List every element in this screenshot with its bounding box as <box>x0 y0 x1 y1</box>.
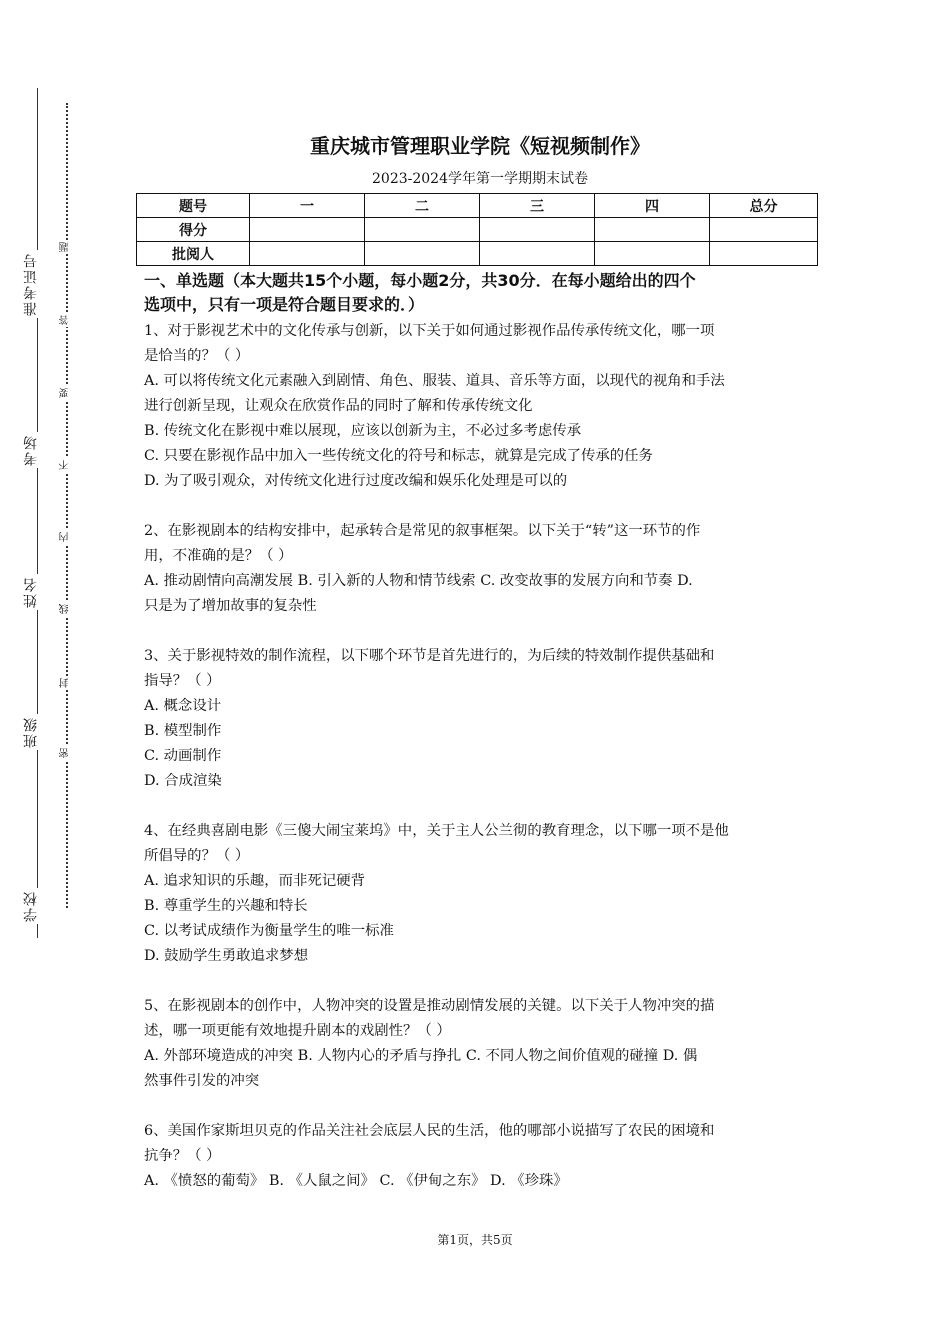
option-c: C. 以考试成绩作为衡量学生的唯一标准 <box>144 923 394 939</box>
question-stem: 2、在影视剧本的结构安排中，起承转合是常见的叙事框架。以下关于“转”这一环节的作 <box>144 523 701 539</box>
class-label: 班级 <box>23 716 39 748</box>
option-a-continued: 进行创新呈现，让观众在欣赏作品的同时了解和传承传统文化 <box>144 398 533 414</box>
table-cell: 四 <box>595 194 710 218</box>
name-label: 姓名 <box>23 576 39 608</box>
score-input-cell <box>710 218 818 242</box>
question-stem: 1、对于影视艺术中的文化传承与创新，以下关于如何通过影视作品传承传统文化，哪一项 <box>144 323 715 339</box>
reviewer-input-cell <box>595 242 710 266</box>
options-line: A. 推动剧情向高潮发展 B. 引入新的人物和情节线索 C. 改变故事的发展方向和节奏 D. <box>144 573 693 589</box>
table-cell: 题号 <box>137 194 250 218</box>
question-stem: 抗争？（ ） <box>144 1148 221 1164</box>
score-table-header-row <box>137 194 818 218</box>
table-cell: 总分 <box>710 194 818 218</box>
exam-room-label: 考场 <box>23 434 39 466</box>
score-input-cell <box>595 218 710 242</box>
option-a: A. 可以将传统文化元素融入到剧情、角色、服装、道具、音乐等方面，以现代的视角和手法 <box>144 373 725 389</box>
binding-margin <box>0 0 110 1344</box>
option-a: A. 追求知识的乐趣，而非死记硬背 <box>144 873 366 889</box>
question-stem: 4、在经典喜剧电影《三傻大闹宝莱坞》中，关于主人公兰彻的教育理念，以下哪一项不是他 <box>144 823 729 839</box>
question-stem: 是恰当的？（ ） <box>144 348 250 364</box>
reviewer-input-cell <box>250 242 365 266</box>
question-stem: 6、美国作家斯坦贝克的作品关注社会底层人民的生活，他的哪部小说描写了农民的困境和 <box>144 1123 715 1139</box>
section-heading-line: 选项中，只有一项是符合题目要求的．） <box>144 295 425 314</box>
reviewer-input-cell <box>365 242 480 266</box>
question-stem: 5、在影视剧本的创作中，人物冲突的设置是推动剧情发展的关键。以下关于人物冲突的描 <box>144 998 715 1014</box>
table-cell: 批阅人 <box>137 242 250 266</box>
page-footer: 第1页，共5页 <box>437 1233 513 1247</box>
table-cell: 二 <box>365 194 480 218</box>
options-line: 只是为了增加故事的复杂性 <box>144 598 317 614</box>
table-cell: 得分 <box>137 218 250 242</box>
binding-dotted-line <box>66 103 68 908</box>
question-stem: 所倡导的？（ ） <box>144 848 250 864</box>
score-row <box>137 218 818 242</box>
question-stem: 3、关于影视特效的制作流程，以下哪个环节是首先进行的，为后续的特效制作提供基础和 <box>144 648 715 664</box>
score-input-cell <box>250 218 365 242</box>
section-heading <box>144 269 816 317</box>
seal-mark: 封 <box>60 678 71 688</box>
exam-content <box>144 128 816 1194</box>
table-cell: 一 <box>250 194 365 218</box>
option-d: D. 合成渲染 <box>144 773 222 789</box>
seal-mark: 要 <box>60 388 71 398</box>
option-d: D. 为了吸引观众，对传统文化进行过度改编和娱乐化处理是可以的 <box>144 473 568 489</box>
exam-subtitle: 2023-2024学年第一学期期末试卷 <box>372 171 588 187</box>
table-cell: 三 <box>480 194 595 218</box>
exam-number-label: 准考证号 <box>23 252 39 316</box>
seal-mark: 答 <box>60 315 71 325</box>
seal-mark: 线 <box>60 604 71 614</box>
seal-mark: 题 <box>60 242 71 252</box>
option-c: C. 动画制作 <box>144 748 222 764</box>
question-5 <box>144 994 816 1094</box>
question-3 <box>144 644 816 794</box>
binding-solid-line <box>37 88 38 938</box>
score-input-cell <box>480 218 595 242</box>
score-input-cell <box>365 218 480 242</box>
option-b: B. 尊重学生的兴趣和特长 <box>144 898 308 914</box>
question-stem: 述，哪一项更能有效地提升剧本的戏剧性？（ ） <box>144 1023 451 1039</box>
question-1 <box>144 319 816 494</box>
option-b: B. 传统文化在影视中难以展现，应该以创新为主，不必过多考虑传承 <box>144 423 582 439</box>
question-2 <box>144 519 816 619</box>
option-a: A. 概念设计 <box>144 698 222 714</box>
reviewer-row <box>137 242 818 266</box>
option-b: B. 模型制作 <box>144 723 222 739</box>
option-c: C. 只要在影视作品中加入一些传统文化的符号和标志，就算是完成了传承的任务 <box>144 448 653 464</box>
option-d: D. 鼓励学生勇敢追求梦想 <box>144 948 309 964</box>
question-6 <box>144 1119 816 1194</box>
school-label: 学校 <box>23 890 39 922</box>
question-4 <box>144 819 816 969</box>
options-line: 然事件引发的冲突 <box>144 1073 260 1089</box>
question-stem: 用，不准确的是？（ ） <box>144 548 293 564</box>
options-line: A. 外部环境造成的冲突 B. 人物内心的矛盾与挣扎 C. 不同人物之间价值观的碰撞 D. 偶 <box>144 1048 698 1064</box>
reviewer-input-cell <box>710 242 818 266</box>
section-heading-line: 一、单选题（本大题共15个小题，每小题2分，共30分．在每小题给出的四个 <box>144 271 696 290</box>
seal-mark: 内 <box>60 532 71 542</box>
options-line: A. 《愤怒的葡萄》 B. 《人鼠之间》 C. 《伊甸之东》 D. 《珍珠》 <box>144 1173 568 1189</box>
score-table <box>136 193 818 266</box>
exam-title: 重庆城市管理职业学院《短视频制作》 <box>310 134 650 158</box>
seal-mark: 不 <box>60 460 71 470</box>
reviewer-input-cell <box>480 242 595 266</box>
seal-mark: 密 <box>60 748 71 758</box>
question-stem: 指导？（ ） <box>144 673 221 689</box>
